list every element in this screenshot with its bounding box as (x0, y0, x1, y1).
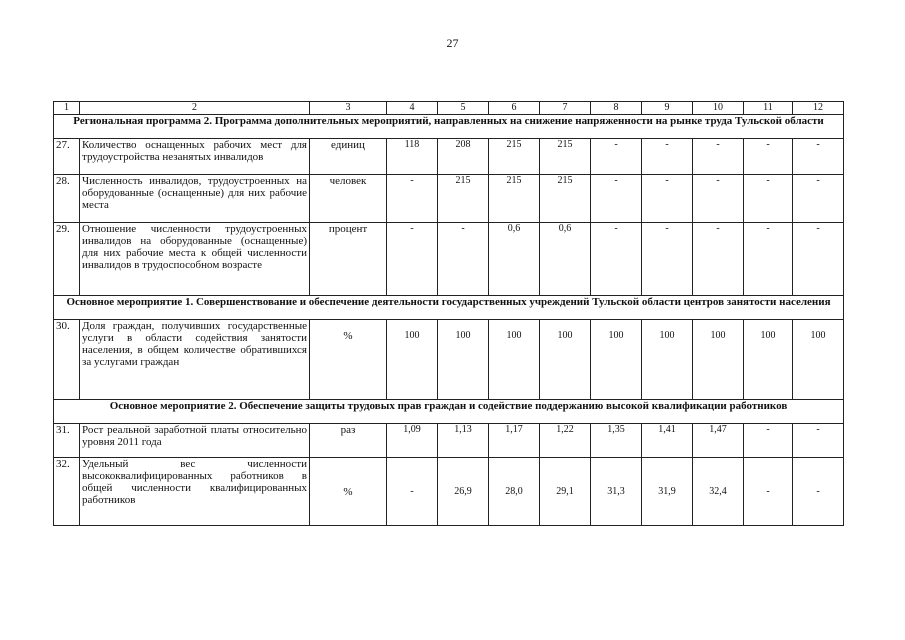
row-number: 30. (54, 320, 80, 400)
indicators-table (53, 101, 844, 526)
col-header: 10 (693, 102, 744, 115)
section-title: Основное мероприятие 1. Совершенствование и обеспечение деятельности государственных учреждений Тульской области центров занятости населения (54, 296, 844, 320)
row-unit: раз (310, 424, 387, 458)
row-value: 1,09 (387, 424, 438, 458)
row-value: - (438, 223, 489, 296)
row-value: 31,3 (591, 458, 642, 526)
row-number: 32. (54, 458, 80, 526)
row-value: 0,6 (540, 223, 591, 296)
row-value: 215 (540, 139, 591, 175)
table-row (54, 320, 844, 400)
table-row (54, 458, 844, 526)
row-description: Количество оснащенных рабочих мест для трудоустройства незанятых инвалидов (80, 139, 310, 175)
row-value: 31,9 (642, 458, 693, 526)
section-title: Основное мероприятие 2. Обеспечение защиты трудовых прав граждан и содействие поддержанию высокой квалификации работников (54, 400, 844, 424)
col-header: 8 (591, 102, 642, 115)
section-header-row (54, 115, 844, 139)
row-unit: процент (310, 223, 387, 296)
row-value: 1,13 (438, 424, 489, 458)
row-value: 215 (540, 175, 591, 223)
row-value: 26,9 (438, 458, 489, 526)
row-value: 208 (438, 139, 489, 175)
col-header: 11 (744, 102, 793, 115)
section-title: Региональная программа 2. Программа дополнительных мероприятий, направленных на снижение напряженности на рынке труда Тульской области (54, 115, 844, 139)
row-value: - (793, 424, 844, 458)
row-value: - (744, 223, 793, 296)
row-value: 215 (438, 175, 489, 223)
row-value: - (642, 223, 693, 296)
row-value: 1,47 (693, 424, 744, 458)
row-value: - (591, 139, 642, 175)
row-value: - (642, 139, 693, 175)
row-value: 1,22 (540, 424, 591, 458)
row-value: - (744, 139, 793, 175)
row-value: 1,41 (642, 424, 693, 458)
row-value: - (387, 175, 438, 223)
row-value: - (744, 424, 793, 458)
table-row (54, 139, 844, 175)
page-number: 27 (446, 36, 459, 50)
row-unit: % (310, 320, 387, 400)
row-value: - (387, 223, 438, 296)
row-number: 27. (54, 139, 80, 175)
table-row (54, 223, 844, 296)
row-number: 31. (54, 424, 80, 458)
row-description: Удельный вес численности высококвалифицированных работников в общей численности квалифицированных работников (80, 458, 310, 526)
row-unit: единиц (310, 139, 387, 175)
col-header: 6 (489, 102, 540, 115)
row-value: 100 (744, 320, 793, 400)
section-header-row (54, 296, 844, 320)
row-value: - (744, 175, 793, 223)
row-value: - (793, 139, 844, 175)
row-value: 215 (489, 175, 540, 223)
row-value: 1,17 (489, 424, 540, 458)
row-description: Доля граждан, получивших государственные услуги в области содействия занятости населения, в общем количестве обратившихся за услугами граждан (80, 320, 310, 400)
row-value: - (387, 458, 438, 526)
row-description: Отношение численности трудоустроенных инвалидов на оборудованные (оснащенные) для них рабочие места к общей численности инвалидов в трудоспособном возрасте (80, 223, 310, 296)
col-header: 12 (793, 102, 844, 115)
col-header: 4 (387, 102, 438, 115)
row-value: 215 (489, 139, 540, 175)
col-header: 3 (310, 102, 387, 115)
row-value: - (591, 223, 642, 296)
section-header-row (54, 400, 844, 424)
row-value: 100 (540, 320, 591, 400)
col-header: 9 (642, 102, 693, 115)
row-value: - (793, 223, 844, 296)
row-value: - (793, 175, 844, 223)
col-header: 2 (80, 102, 310, 115)
row-value: 100 (591, 320, 642, 400)
row-value: 100 (642, 320, 693, 400)
row-value: 118 (387, 139, 438, 175)
row-value: 1,35 (591, 424, 642, 458)
row-description: Численность инвалидов, трудоустроенных на оборудованные (оснащенные) для них рабочие места (80, 175, 310, 223)
row-value: 100 (693, 320, 744, 400)
row-value: 29,1 (540, 458, 591, 526)
table-row (54, 424, 844, 458)
table-row (54, 175, 844, 223)
row-value: - (693, 223, 744, 296)
row-value: 100 (793, 320, 844, 400)
row-value: 0,6 (489, 223, 540, 296)
row-value: - (591, 175, 642, 223)
row-number: 28. (54, 175, 80, 223)
row-number: 29. (54, 223, 80, 296)
row-value: 100 (387, 320, 438, 400)
col-header: 5 (438, 102, 489, 115)
col-header: 1 (54, 102, 80, 115)
row-description: Рост реальной заработной платы относительно уровня 2011 года (80, 424, 310, 458)
col-header: 7 (540, 102, 591, 115)
row-value: - (744, 458, 793, 526)
row-value: 100 (489, 320, 540, 400)
row-value: - (642, 175, 693, 223)
column-header-row (54, 102, 844, 115)
row-value: 28,0 (489, 458, 540, 526)
row-value: - (793, 458, 844, 526)
row-unit: % (310, 458, 387, 526)
row-value: - (693, 175, 744, 223)
row-value: 100 (438, 320, 489, 400)
row-value: 32,4 (693, 458, 744, 526)
row-value: - (693, 139, 744, 175)
row-unit: человек (310, 175, 387, 223)
